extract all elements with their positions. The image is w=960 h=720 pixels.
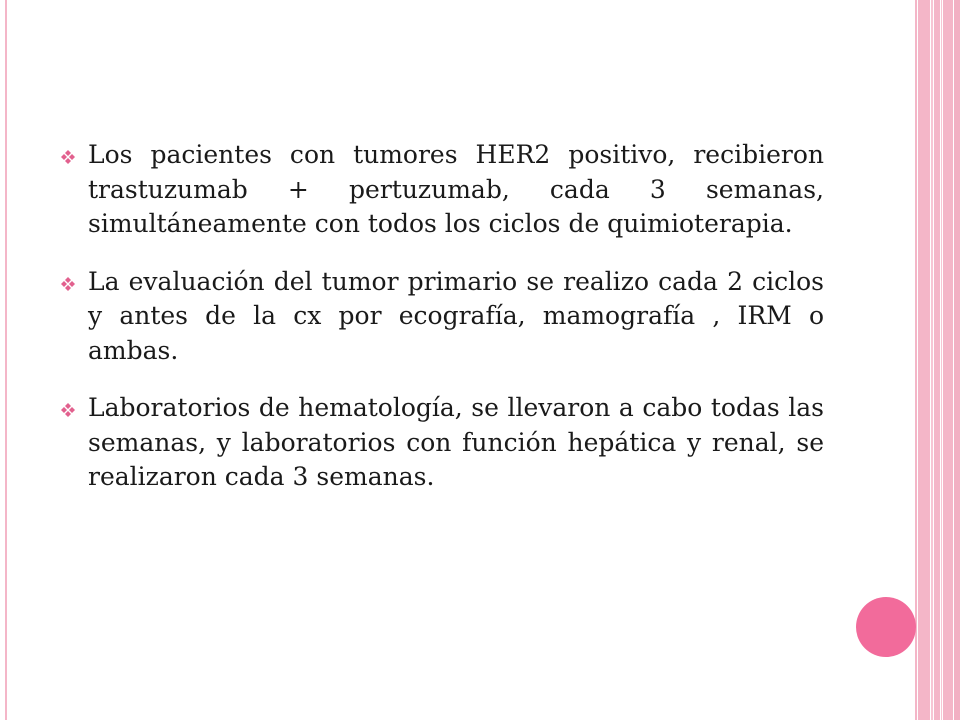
stripe [934,0,940,720]
bullet-item [60,391,824,495]
four-diamond-bullet-icon [60,402,76,418]
bullet-item [60,138,824,242]
stripe [931,0,933,720]
four-diamond-bullet-icon [60,276,76,292]
accent-circle [856,597,916,657]
bullet-text: Los pacientes con tumores HER2 positivo, recibieron trastuzumab + pertuzumab, cada 3 semanas, simultáneamente con todos los ciclos de quimioterapia. [88,140,824,238]
stripe [943,0,953,720]
decorative-stripes [918,0,960,720]
bullet-text: Laboratorios de hematología, se llevaron a cabo todas las semanas, y laboratorios con función hepática y renal, se realizaron cada 3 semanas. [88,393,824,491]
four-diamond-bullet-icon [60,149,76,165]
bullet-text: La evaluación del tumor primario se realizo cada 2 ciclos y antes de la cx por ecografía, mamografía , IRM o ambas. [88,266,824,365]
stripe [954,0,960,720]
bullet-item [60,265,824,369]
stripe [918,0,930,720]
bullet-list [60,138,824,518]
stripe [941,0,942,720]
